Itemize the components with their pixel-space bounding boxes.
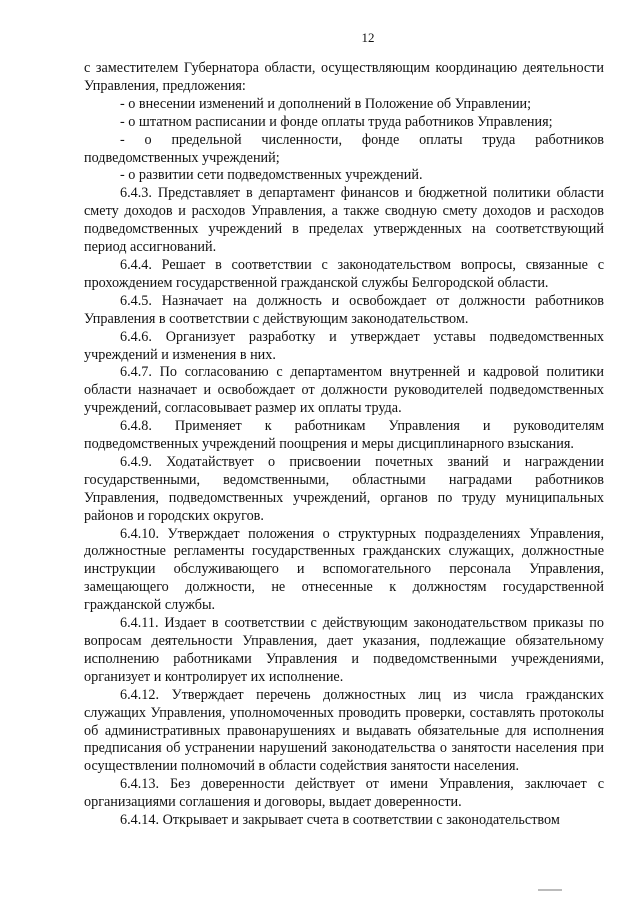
clause-6-4-3: 6.4.3. Представляет в департамент финансов и бюджетной политики области смету доходов и расходов Управления, а также сводную смету доходов и расходов подведомственных учреждений в пределах утвержденных на соответствующий период ассигнований.	[84, 185, 604, 256]
clause-6-4-12: 6.4.12. Утверждает перечень должностных лиц из числа гражданских служащих Управления, уполномоченных проводить проверки, составлять протоколы об административных правонарушениях и выдавать обязательные для исполнения предписания об устранении нарушений законодательства о занятости населения при осуществлении полномочий в области содействия занятости населения.	[84, 686, 604, 775]
clause-6-4-11: 6.4.11. Издает в соответствии с действующим законодательством приказы по вопросам деятельности Управления, дает указания, подлежащие обязательному исполнению работниками Управления и подведомственными учреждениями, организует и контролирует их исполнение.	[84, 615, 604, 685]
clause-6-4-4: 6.4.4. Решает в соответствии с законодательством вопросы, связанные с прохождением государственной гражданской службы Белгородской области.	[84, 256, 604, 291]
clause-6-4-9: 6.4.9. Ходатайствует о присвоении почетных званий и награждении государственными, ведомственными, областными наградами работников Управления, подведомственных учреждений, органов по труду муниципальных районов и городских округов.	[84, 453, 604, 524]
clause-6-4-13: 6.4.13. Без доверенности действует от имени Управления, заключает с организациями соглашения и договоры, выдает доверенности.	[84, 776, 604, 811]
list-item-proposal-2: - о штатном расписании и фонде оплаты труда работников Управления;	[120, 113, 553, 130]
clause-6-4-10: 6.4.10. Утверждает положения о структурных подразделениях Управления, должностные регламенты государственных гражданских служащих, должностные инструкции обслуживающего и вспомогательного персонала Управления, замещающего должности, не отнесенные к должностям государственной гражданской службы.	[84, 525, 604, 614]
page-number: 12	[361, 30, 375, 45]
list-item-proposal-3: - о предельной численности, фонде оплаты труда работников подведомственных учреждений;	[84, 131, 604, 166]
clause-6-4-7: 6.4.7. По согласованию с департаментом внутренней и кадровой политики области назначает и освобождает от должности руководителей подведомственных учреждений, согласовывает размер их оплаты труда.	[84, 364, 604, 417]
clause-6-4-14: 6.4.14. Открывает и закрывает счета в соответствии с законодательством	[120, 812, 560, 829]
list-item-proposal-4: - о развитии сети подведомственных учреждений.	[120, 167, 423, 184]
scan-artifact	[538, 889, 562, 891]
clause-6-4-5: 6.4.5. Назначает на должность и освобождает от должности работников Управления в соответствии с действующим законодательством.	[84, 292, 604, 327]
paragraph-continuation: с заместителем Губернатора области, осуществляющим координацию деятельности Управления, предложения:	[84, 60, 604, 94]
clause-6-4-6: 6.4.6. Организует разработку и утверждает уставы подведомственных учреждений и изменения в них.	[84, 328, 604, 363]
clause-6-4-8: 6.4.8. Применяет к работникам Управления и руководителям подведомственных учреждений поощрения и меры дисциплинарного взыскания.	[84, 418, 604, 453]
list-item-proposal-1: - о внесении изменений и дополнений в Положение об Управлении;	[120, 95, 532, 112]
